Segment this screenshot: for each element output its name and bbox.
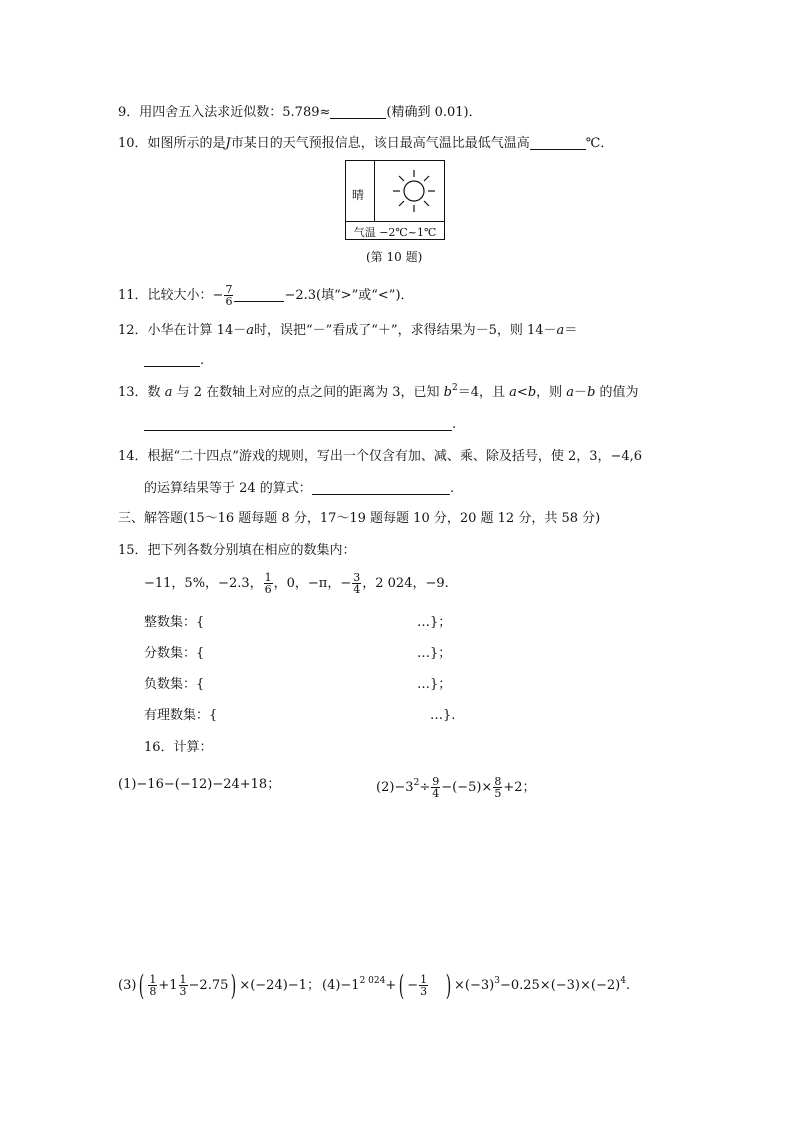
question-14 [118,448,642,466]
question-12-line2 [144,352,204,370]
variable: b [587,385,596,400]
variable: a [566,385,575,400]
q14-text-2: 的运算结果等于 24 的算式： [144,481,312,496]
expr: −2.75 [188,978,229,993]
answer-blank[interactable] [312,480,450,495]
q10-unit: ℃． [585,136,614,151]
answer-blank[interactable] [234,287,284,302]
variable: a [246,323,254,338]
period: . [452,417,457,432]
problem-4 [322,968,631,1002]
variable: a [556,323,565,338]
denominator: 3 [179,985,187,998]
left-paren: ( [398,968,405,1002]
numerator: 1 [420,973,428,986]
problem-3 [118,968,320,1002]
question-15: 15．把下列各数分别填在相应的数集内： [118,543,356,558]
set-end: …}； [417,615,452,630]
left-paren: ( [139,968,145,1002]
q13-text: 的值为 [595,385,639,400]
period: . [449,481,454,496]
question-13 [118,384,639,402]
q14-text: 14．根据“二十四点”游戏的规则，写出一个仅含有加、减、乘、除及括号，使 2，3，−4,6 [118,449,643,464]
fraction [179,974,188,997]
set-end: …}； [417,677,452,692]
q12-text-c: ＝ [564,323,578,338]
numerator: 9 [432,775,440,788]
question-9 [118,104,482,122]
denominator: 8 [149,985,157,998]
fraction [352,572,361,595]
variable: a [164,385,173,400]
expr: +2； [503,780,536,795]
expr: (2)−3 [376,780,414,795]
q10-text-a: 10．如图所示的是 [118,136,226,151]
weather-forecast-figure [345,160,445,240]
exponent: 4 [620,976,626,986]
denominator: 6 [225,295,233,308]
set-label: 有理数集：{ [144,708,218,723]
period: . [200,353,205,368]
question-11 [118,284,414,307]
q9-suffix: (精确到 0.01)． [386,105,482,120]
q13-text: ，则 [536,385,567,400]
answer-blank[interactable] [144,416,452,431]
set-rationals [144,707,217,725]
denominator: 3 [420,985,428,998]
expr: ×(−3) [454,978,495,993]
expr: ÷ [419,780,431,795]
fraction [493,776,502,799]
city-name: J [225,136,231,151]
exponent: 3 [494,976,500,986]
answer-blank[interactable] [330,104,386,119]
numbers-text: ，2 024，−9. [362,576,449,591]
set-fractions [144,645,204,663]
numbers-text: −11，5%，−2.3， [144,576,263,591]
q12-text-b: 时，误把“－”看成了“＋”，求得结果为－5，则 14－ [253,323,557,338]
q10-text-b: 市某日的天气预报信息，该日最高气温比最低气温高 [230,136,530,151]
answer-blank[interactable] [144,352,200,367]
sun-icon [390,167,438,215]
minus: － [574,385,588,400]
number-list [144,572,449,595]
problem-1: (1)−16−(−12)−24+18； [118,777,281,792]
variable: b [443,385,452,400]
set-integers [144,614,204,632]
question-12 [118,322,577,340]
fraction [264,572,273,595]
variable: b [527,385,537,400]
question-16: 16．计算： [144,740,213,755]
denominator: 5 [494,787,502,800]
exponent: 2 [452,383,458,393]
denominator: 4 [432,787,440,800]
fraction [431,776,440,799]
problem-2 [376,776,535,799]
exponent: 2 024 [359,976,386,986]
expr: ×(−24)−1； [239,978,320,993]
expr: −(−5)× [441,780,493,795]
denominator: 6 [264,583,272,596]
set-end: …}. [430,708,456,723]
q13-text: ＝4，且 [457,385,510,400]
temperature-range: 气温 −2℃~1℃ [353,226,437,239]
set-negatives [144,676,204,694]
numerator: 3 [353,571,361,584]
expr: + [385,978,397,993]
set-end: …}； [417,646,452,661]
right-paren: ) [445,968,452,1002]
expr: − [407,978,419,993]
divider [346,221,444,222]
question-14-line2 [144,480,454,498]
numerator: 1 [264,571,272,584]
fraction [148,974,157,997]
q13-text: 13．数 [118,385,165,400]
fraction [224,284,233,307]
numerator: 7 [225,283,233,296]
expr: −0.25×(−3)×(−2) [499,978,621,993]
figure-caption: (第 10 题) [366,250,423,264]
expr: (4)−1 [322,978,360,993]
question-10 [118,135,613,153]
numerator: 8 [494,775,502,788]
set-label: 分数集：{ [144,646,205,661]
right-paren: ) [231,968,237,1002]
section-title: 三、解答题(15～16 题每题 8 分，17～19 题每题 10 分，20 题 12 分，共 58 分) [118,511,601,526]
q9-text: 9．用四舍五入法求近似数：5.789≈ [118,105,331,120]
numbers-text: ，0，−π，− [273,576,352,591]
expr: . [625,978,631,993]
numerator: 1 [149,973,157,986]
answer-blank[interactable] [530,135,586,150]
denominator: 4 [353,583,361,596]
exponent: 2 [413,778,420,788]
divider [374,161,375,221]
less-than: < [516,385,528,400]
set-label: 整数集：{ [144,615,205,630]
q11-text: −2.3(填“>”或“<”)． [284,288,414,303]
expr: +1 [158,978,178,993]
q12-text-a: 12．小华在计算 14－ [118,323,247,338]
question-13-line2 [144,416,456,434]
variable: a [509,385,517,400]
fraction [419,974,428,997]
set-label: 负数集：{ [144,677,205,692]
q13-text: 与 2 在数轴上对应的点之间的距离为 3，已知 [172,385,444,400]
expr: (3) [118,978,137,993]
numerator: 1 [179,973,187,986]
q11-prefix: 11．比较大小：− [118,288,224,303]
weather-condition: 晴 [352,188,365,202]
